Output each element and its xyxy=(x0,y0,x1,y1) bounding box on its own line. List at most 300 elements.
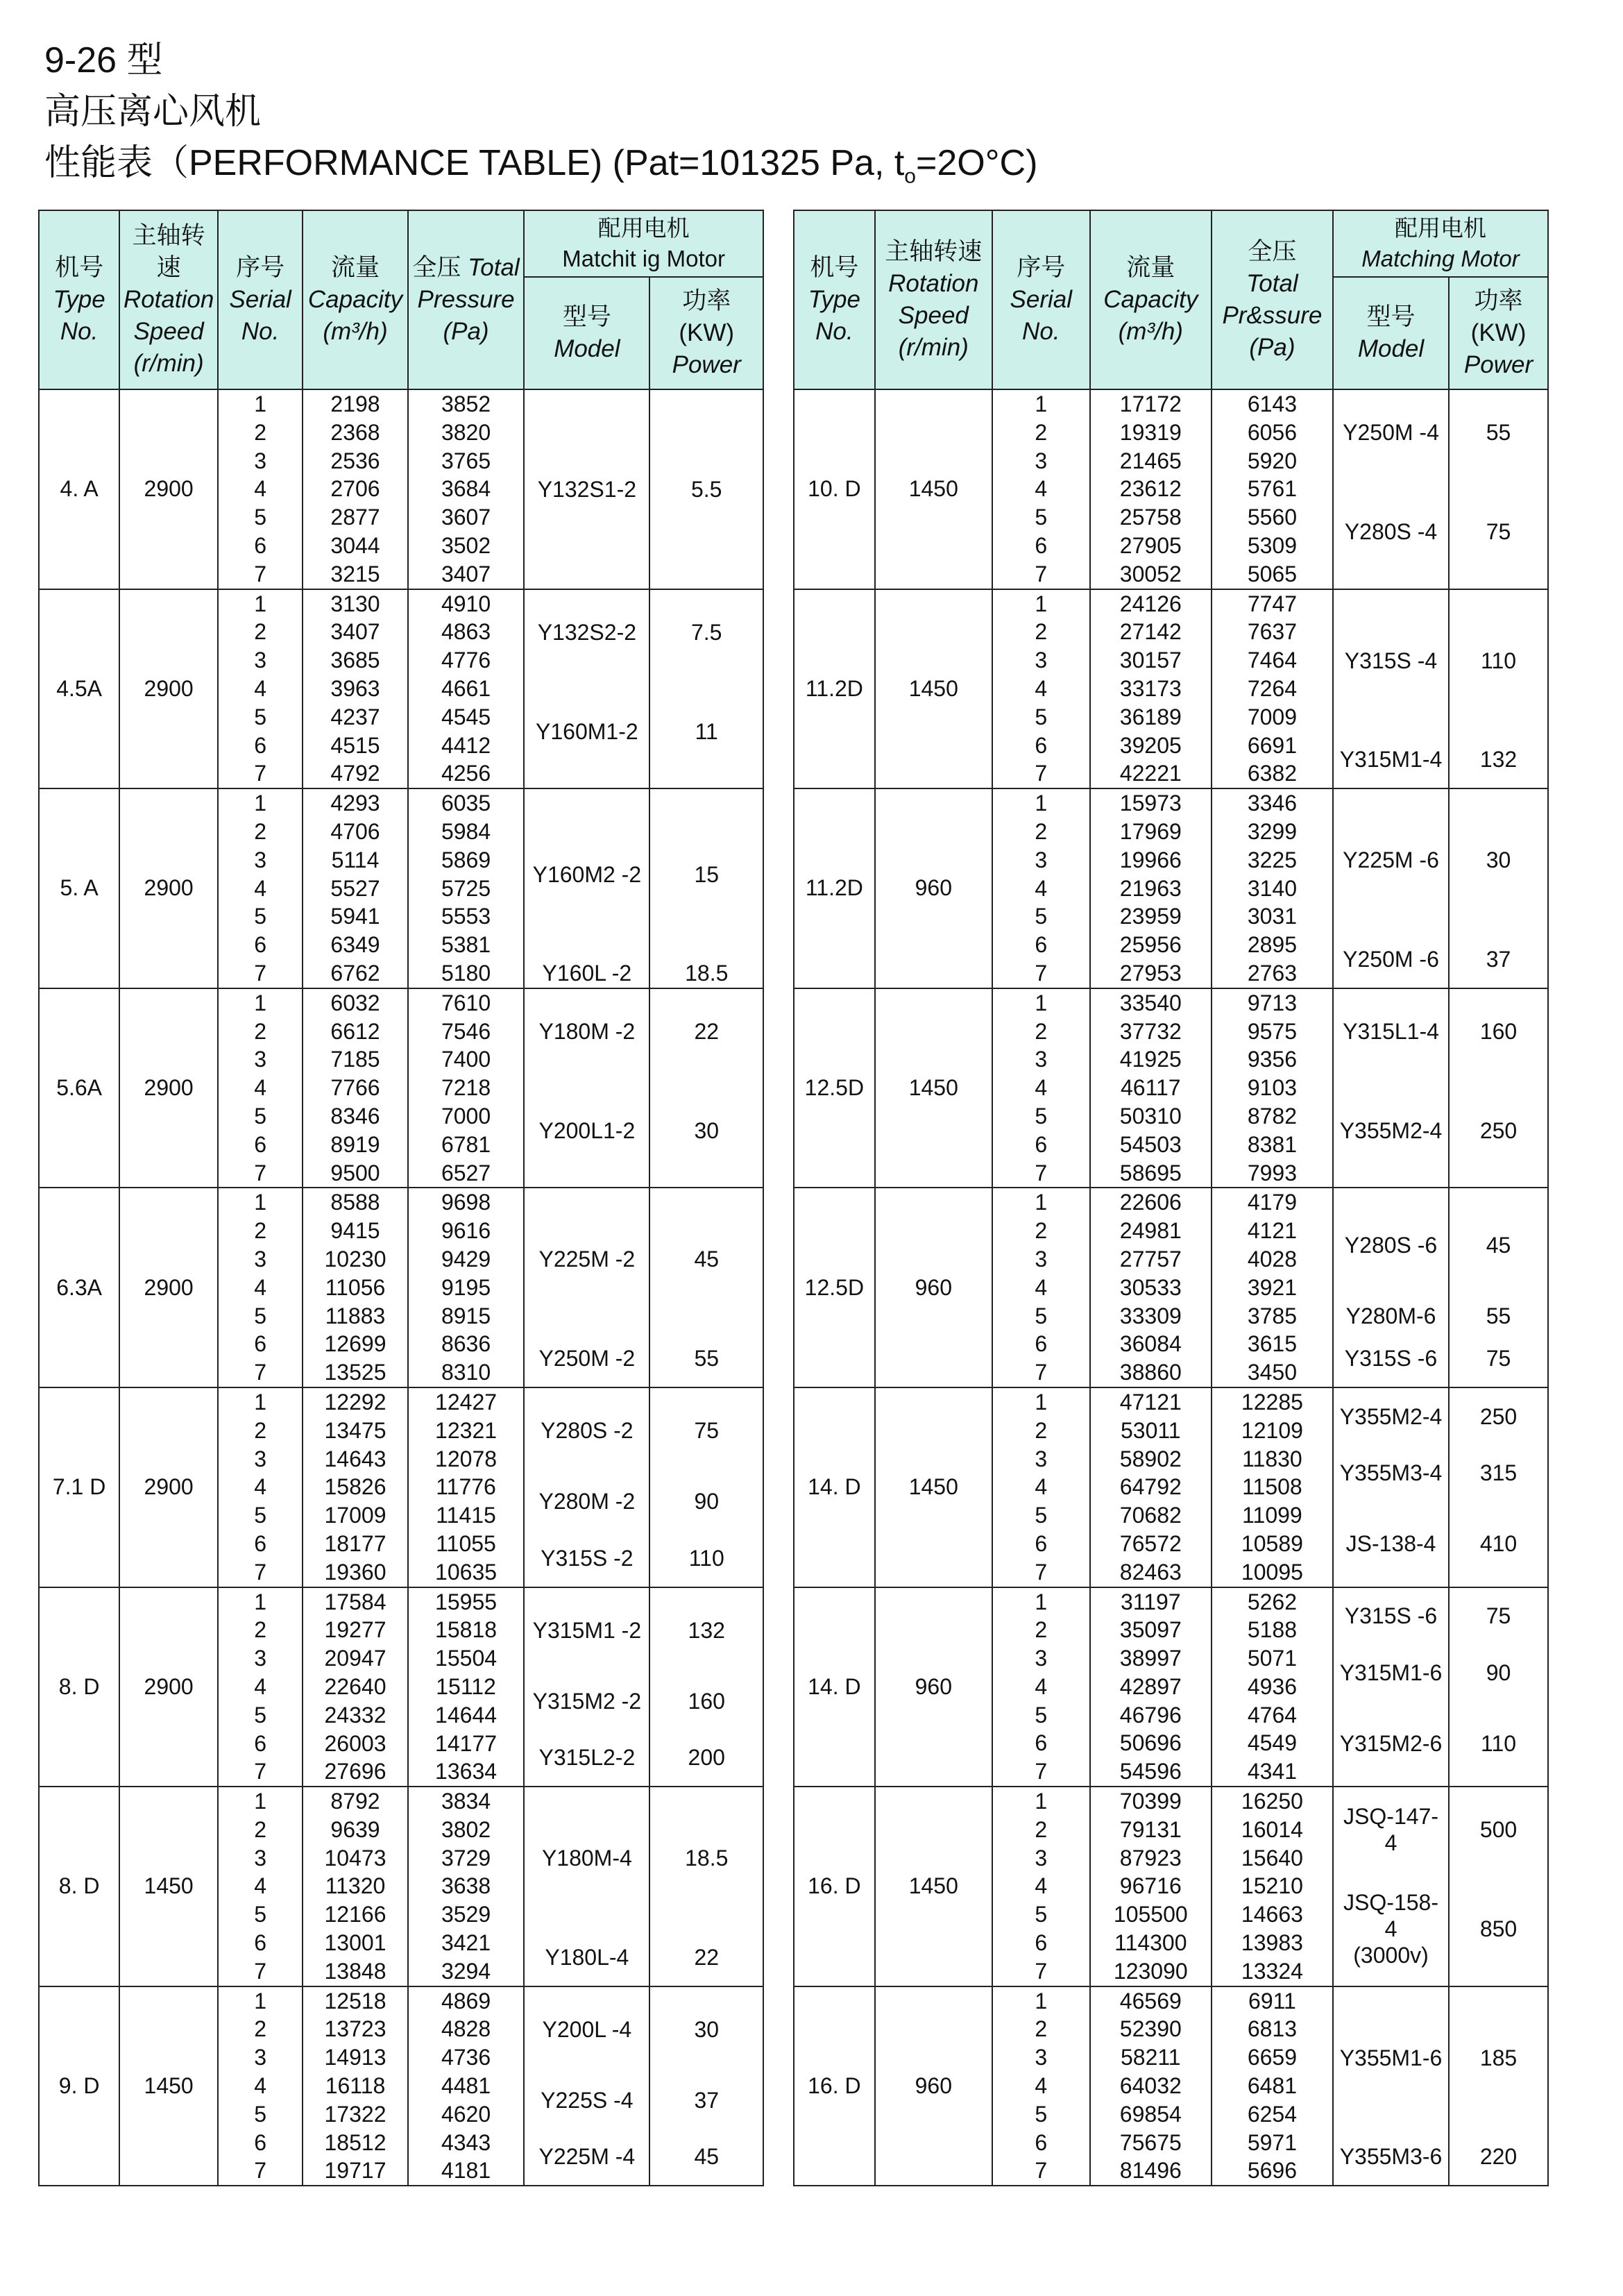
serial-cell-value: 6 xyxy=(254,1730,266,1756)
capacity-cell-value: 21963 xyxy=(1119,875,1182,901)
capacity-cell-value: 3044 xyxy=(330,532,380,558)
col-type-header: 机号 Type No. xyxy=(39,210,119,389)
pressure-cell-value: 3834 xyxy=(441,1789,491,1814)
capacity-cell-value: 12699 xyxy=(324,1331,386,1357)
pressure-cell-value: 12321 xyxy=(435,1417,498,1443)
capacity-cell-value: 53011 xyxy=(1120,1417,1181,1443)
pressure-cell xyxy=(1212,1986,1333,2186)
col-serial-header: 序号 Serial No. xyxy=(992,210,1090,389)
motor-model-cell-entry: Y132S1-2 xyxy=(537,476,637,502)
motor-model-cell-entry: Y315M1-4 xyxy=(1339,747,1443,773)
serial-cell-value: 4 xyxy=(254,476,266,502)
serial-cell xyxy=(992,389,1090,589)
motor-model-cell-entry: JSQ-147- 4 xyxy=(1343,1804,1438,1856)
serial-cell-value: 5 xyxy=(1035,1303,1048,1328)
serial-cell-value: 4 xyxy=(1035,1873,1048,1899)
serial-cell-value: 1 xyxy=(1035,791,1048,816)
motor-power-cell xyxy=(1449,589,1548,789)
motor-power-cell-entry: 45 xyxy=(694,1247,720,1272)
pressure-cell-value: 4736 xyxy=(441,2045,491,2070)
pressure-cell-value: 2895 xyxy=(1247,932,1298,958)
table-title xyxy=(44,137,1293,202)
motor-model-cell-entry: Y280S -4 xyxy=(1344,518,1438,544)
motor-model-cell-entry: Y225M -4 xyxy=(538,2144,636,2170)
capacity-cell-value: 54503 xyxy=(1119,1131,1182,1157)
serial-cell xyxy=(218,1188,303,1387)
capacity-cell-value: 2536 xyxy=(330,448,380,473)
serial-cell-value: 7 xyxy=(254,1559,266,1585)
pressure-cell-value: 3684 xyxy=(441,476,491,502)
motor-power-cell-entry: 75 xyxy=(1486,1603,1511,1629)
capacity-cell-value: 2198 xyxy=(330,391,380,416)
fan-type-cell: 16. D xyxy=(794,1787,875,1986)
capacity-cell-value: 38997 xyxy=(1119,1646,1182,1671)
pressure-cell-value: 9356 xyxy=(1247,1047,1298,1072)
col-capacity-header: 流量 Capacity (m³/h) xyxy=(1090,210,1212,389)
pressure-cell xyxy=(408,1387,524,1587)
motor-model-cell xyxy=(1333,1387,1449,1587)
serial-cell xyxy=(992,788,1090,988)
serial-cell xyxy=(992,1387,1090,1587)
table-row xyxy=(39,788,763,988)
performance-table-right xyxy=(793,210,1549,2186)
capacity-cell-value: 36084 xyxy=(1119,1331,1182,1357)
pressure-cell-value: 3407 xyxy=(441,561,491,586)
serial-cell-value: 3 xyxy=(254,1446,266,1471)
pressure-cell-value: 6527 xyxy=(441,1160,491,1185)
motor-power-cell xyxy=(1449,1387,1548,1587)
capacity-cell-value: 27696 xyxy=(324,1759,386,1784)
pressure-cell-value: 5560 xyxy=(1247,505,1298,530)
serial-cell xyxy=(218,389,303,589)
speed-cell: 960 xyxy=(875,788,992,988)
motor-model-cell-entry: Y132S2-2 xyxy=(537,619,637,645)
motor-model-cell-entry: Y315S -6 xyxy=(1344,1346,1438,1371)
motor-power-cell-entry: 220 xyxy=(1479,2144,1518,2170)
capacity-cell-value: 33173 xyxy=(1119,675,1182,701)
pressure-cell-value: 3502 xyxy=(441,532,491,558)
serial-cell-value: 5 xyxy=(254,1303,266,1328)
serial-cell xyxy=(218,1986,303,2186)
pressure-cell-value: 3615 xyxy=(1247,1331,1298,1357)
col-speed-header: 主轴转速 Rotation Speed (r/min) xyxy=(119,210,218,389)
motor-power-cell-entry: 55 xyxy=(1486,420,1511,446)
fan-type-cell: 11.2D xyxy=(794,788,875,988)
motor-model-cell-entry: Y315M2-6 xyxy=(1339,1730,1443,1756)
capacity-cell-value: 31197 xyxy=(1120,1589,1181,1614)
serial-cell xyxy=(218,589,303,789)
motor-power-cell xyxy=(1449,988,1548,1188)
serial-cell-value: 5 xyxy=(254,1103,266,1129)
capacity-cell-value: 4515 xyxy=(330,732,380,758)
serial-cell-value: 3 xyxy=(1035,1047,1048,1072)
pressure-cell-value: 5971 xyxy=(1247,2129,1298,2155)
pressure-cell-value: 8381 xyxy=(1247,1131,1298,1157)
pressure-cell-value: 3729 xyxy=(441,1845,491,1871)
capacity-cell-value: 8919 xyxy=(330,1131,380,1157)
serial-cell-value: 3 xyxy=(254,648,266,673)
motor-power-cell-entry: 45 xyxy=(1486,1232,1511,1258)
fan-type-cell: 8. D xyxy=(39,1787,119,1986)
motor-power-cell-entry: 15 xyxy=(694,861,720,887)
serial-cell-value: 5 xyxy=(1035,2101,1048,2127)
pressure-cell-value: 3225 xyxy=(1247,847,1298,872)
capacity-cell-value: 25758 xyxy=(1119,505,1182,530)
capacity-cell-value: 15826 xyxy=(324,1474,386,1500)
motor-power-cell-entry: 250 xyxy=(1479,1403,1518,1429)
serial-cell-value: 1 xyxy=(254,1389,266,1415)
pressure-cell-value: 7000 xyxy=(441,1103,491,1129)
capacity-cell-value: 11883 xyxy=(325,1303,386,1328)
motor-power-cell-entry: 850 xyxy=(1479,1916,1518,1942)
pressure-cell-value: 5381 xyxy=(441,932,491,958)
capacity-cell-value: 25956 xyxy=(1119,932,1182,958)
capacity-cell-value: 82463 xyxy=(1119,1559,1182,1585)
capacity-cell xyxy=(1090,1986,1212,2186)
motor-model-cell-entry: Y315M1 -2 xyxy=(532,1617,642,1643)
serial-cell xyxy=(992,1986,1090,2186)
pressure-cell-value: 3450 xyxy=(1247,1360,1298,1385)
motor-power-cell-entry: 132 xyxy=(1479,747,1518,773)
motor-power-cell xyxy=(649,1787,763,1986)
motor-model-cell-entry: Y315S -6 xyxy=(1344,1603,1438,1629)
motor-power-cell-entry: 315 xyxy=(1479,1460,1518,1486)
serial-cell-value: 4 xyxy=(254,1075,266,1101)
capacity-cell-value: 8588 xyxy=(330,1190,380,1215)
capacity-cell-value: 27905 xyxy=(1119,532,1182,558)
pressure-cell-value: 5869 xyxy=(441,847,491,872)
capacity-cell-value: 12518 xyxy=(324,1988,386,2014)
pressure-cell-value: 7637 xyxy=(1247,619,1298,645)
serial-cell xyxy=(992,1587,1090,1787)
pressure-cell-value: 13634 xyxy=(435,1759,498,1784)
capacity-cell-value: 17322 xyxy=(324,2101,386,2127)
capacity-cell-value: 13848 xyxy=(324,1958,386,1984)
serial-cell-value: 2 xyxy=(254,1617,266,1643)
col-capacity-header: 流量 Capacity (m³/h) xyxy=(303,210,408,389)
pressure-cell xyxy=(408,389,524,589)
pressure-cell xyxy=(408,788,524,988)
motor-model-cell-entry: Y200L1-2 xyxy=(538,1117,636,1143)
capacity-cell-value: 35097 xyxy=(1119,1617,1182,1643)
capacity-cell-value: 27953 xyxy=(1119,960,1182,986)
pressure-cell-value: 4869 xyxy=(441,1988,491,2014)
pressure-cell xyxy=(408,988,524,1188)
speed-cell: 1450 xyxy=(875,1787,992,1986)
serial-cell-value: 2 xyxy=(1035,1816,1048,1842)
capacity-cell xyxy=(303,589,408,789)
pressure-cell-value: 4661 xyxy=(441,675,491,701)
serial-cell-value: 4 xyxy=(254,675,266,701)
capacity-cell-value: 13475 xyxy=(324,1417,386,1443)
pressure-cell-value: 15640 xyxy=(1241,1845,1303,1871)
motor-power-cell-entry: 410 xyxy=(1479,1531,1518,1557)
capacity-cell-value: 81496 xyxy=(1119,2158,1182,2184)
capacity-cell-value: 87923 xyxy=(1119,1845,1182,1871)
table-row xyxy=(39,1387,763,1587)
capacity-cell-value: 9500 xyxy=(330,1160,380,1185)
fan-type-cell: 9. D xyxy=(39,1986,119,2186)
speed-cell: 960 xyxy=(875,1986,992,2186)
capacity-cell-value: 105500 xyxy=(1113,1902,1188,1927)
capacity-cell xyxy=(303,1587,408,1787)
table-row xyxy=(794,589,1548,789)
capacity-cell-value: 19319 xyxy=(1119,419,1182,445)
pressure-cell xyxy=(1212,389,1333,589)
pressure-cell-value: 4343 xyxy=(441,2129,491,2155)
pressure-cell-value: 4910 xyxy=(441,591,491,616)
pressure-cell-value: 9616 xyxy=(441,1218,491,1244)
capacity-cell-value: 11056 xyxy=(325,1274,386,1300)
motor-power-cell xyxy=(649,1587,763,1787)
pressure-cell-value: 3852 xyxy=(441,391,491,416)
speed-cell: 1450 xyxy=(875,389,992,589)
pressure-cell-value: 9575 xyxy=(1247,1018,1298,1044)
motor-model-cell-entry: Y280M -2 xyxy=(538,1489,636,1514)
speed-cell: 1450 xyxy=(119,1787,218,1986)
pressure-cell-value: 12427 xyxy=(435,1389,498,1415)
serial-cell-value: 2 xyxy=(254,2016,266,2042)
serial-cell-value: 6 xyxy=(254,732,266,758)
serial-cell-value: 6 xyxy=(1035,1930,1048,1956)
pressure-cell-value: 4179 xyxy=(1247,1190,1298,1215)
pressure-cell-value: 3765 xyxy=(441,448,491,473)
capacity-cell-value: 52390 xyxy=(1119,2016,1182,2042)
pressure-cell-value: 4776 xyxy=(441,648,491,673)
motor-model-cell-entry: Y280S -2 xyxy=(541,1418,634,1444)
motor-power-cell xyxy=(649,988,763,1188)
serial-cell-value: 7 xyxy=(1035,1958,1048,1984)
pressure-cell-value: 12078 xyxy=(435,1446,498,1471)
capacity-cell-value: 24126 xyxy=(1119,591,1182,616)
fan-type-cell: 7.1 D xyxy=(39,1387,119,1587)
pressure-cell xyxy=(408,589,524,789)
capacity-cell-value: 70399 xyxy=(1119,1789,1182,1814)
col-motor-header: 配用电机 Matchit ig Motor xyxy=(524,210,763,277)
table-row xyxy=(39,389,763,589)
serial-cell-value: 1 xyxy=(254,1789,266,1814)
serial-cell xyxy=(218,1787,303,1986)
pressure-cell-value: 11099 xyxy=(1242,1503,1302,1528)
pressure-cell-value: 5696 xyxy=(1247,2158,1298,2184)
serial-cell-value: 1 xyxy=(1035,1190,1048,1215)
pressure-cell-value: 11508 xyxy=(1242,1474,1302,1500)
fan-type-cell: 11.2D xyxy=(794,589,875,789)
motor-power-cell-entry: 30 xyxy=(1486,847,1511,873)
pressure-cell-value: 10095 xyxy=(1241,1559,1303,1585)
capacity-cell xyxy=(1090,589,1212,789)
serial-cell-value: 5 xyxy=(1035,1103,1048,1129)
serial-cell-value: 7 xyxy=(254,761,266,786)
capacity-cell-value: 13525 xyxy=(324,1360,386,1385)
speed-cell: 960 xyxy=(875,1587,992,1787)
motor-power-cell xyxy=(1449,389,1548,589)
motor-model-cell xyxy=(524,788,649,988)
pressure-cell-value: 7400 xyxy=(441,1047,491,1072)
serial-cell-value: 6 xyxy=(254,1930,266,1956)
capacity-cell-value: 5941 xyxy=(330,904,380,929)
motor-model-cell-entry: Y355M1-6 xyxy=(1339,2045,1443,2070)
serial-cell-value: 2 xyxy=(1035,619,1048,645)
capacity-cell-value: 24981 xyxy=(1119,1218,1182,1244)
serial-cell-value: 2 xyxy=(254,1417,266,1443)
capacity-cell-value: 20947 xyxy=(324,1646,386,1671)
serial-cell-value: 5 xyxy=(1035,1503,1048,1528)
serial-cell-value: 7 xyxy=(1035,561,1048,586)
motor-power-cell xyxy=(649,1387,763,1587)
motor-power-cell-entry: 11 xyxy=(695,718,718,744)
capacity-cell-value: 79131 xyxy=(1119,1816,1182,1842)
pressure-cell-value: 7264 xyxy=(1247,675,1298,701)
motor-model-cell-entry: JSQ-158- 4 (3000v) xyxy=(1343,1890,1438,1968)
capacity-cell xyxy=(303,1787,408,1986)
motor-power-cell-entry: 5.5 xyxy=(690,476,722,502)
serial-cell-value: 3 xyxy=(1035,448,1048,473)
pressure-cell-value: 6911 xyxy=(1248,1988,1296,2014)
speed-cell: 2900 xyxy=(119,389,218,589)
pressure-cell-value: 5065 xyxy=(1247,561,1298,586)
pressure-cell-value: 7546 xyxy=(441,1018,491,1044)
fan-type-cell: 16. D xyxy=(794,1986,875,2186)
motor-model-cell xyxy=(1333,1188,1449,1387)
serial-cell-value: 3 xyxy=(254,1646,266,1671)
capacity-cell-value: 2706 xyxy=(330,476,380,502)
capacity-cell-value: 17009 xyxy=(324,1503,386,1528)
speed-cell: 2900 xyxy=(119,788,218,988)
motor-model-cell-entry: Y315S -4 xyxy=(1344,648,1438,673)
pressure-cell-value: 4863 xyxy=(441,619,491,645)
pressure-cell-value: 3031 xyxy=(1247,904,1298,929)
capacity-cell xyxy=(303,1387,408,1587)
capacity-cell-value: 6612 xyxy=(330,1018,380,1044)
motor-power-cell-entry: 250 xyxy=(1479,1117,1518,1143)
motor-power-cell-entry: 75 xyxy=(1486,518,1511,544)
motor-power-cell-entry: 110 xyxy=(688,1545,724,1571)
capacity-cell-value: 8792 xyxy=(330,1789,380,1814)
serial-cell-value: 5 xyxy=(1035,505,1048,530)
capacity-cell-value: 5527 xyxy=(330,875,380,901)
capacity-cell-value: 17172 xyxy=(1119,391,1182,416)
serial-cell-value: 6 xyxy=(1035,2129,1048,2155)
speed-cell: 1450 xyxy=(119,1986,218,2186)
motor-model-cell xyxy=(524,389,649,589)
pressure-cell-value: 6481 xyxy=(1247,2073,1298,2099)
serial-cell-value: 1 xyxy=(254,791,266,816)
pressure-cell-value: 15955 xyxy=(435,1589,498,1614)
serial-cell-value: 2 xyxy=(1035,1617,1048,1643)
motor-model-cell-entry: Y315M2 -2 xyxy=(532,1688,642,1714)
col-power-header: 功率 (KW) Power xyxy=(649,277,763,389)
pressure-cell-value: 4121 xyxy=(1247,1218,1298,1244)
col-type-header: 机号 Type No. xyxy=(794,210,875,389)
motor-power-cell xyxy=(649,389,763,589)
pressure-cell-value: 9698 xyxy=(441,1190,491,1215)
motor-power-cell xyxy=(1449,1787,1548,1986)
serial-cell-value: 6 xyxy=(254,932,266,958)
capacity-cell-value: 58902 xyxy=(1119,1446,1182,1471)
capacity-cell-value: 10230 xyxy=(324,1246,386,1272)
serial-cell-value: 2 xyxy=(254,1816,266,1842)
pressure-cell-value: 5309 xyxy=(1247,532,1298,558)
capacity-cell-value: 50696 xyxy=(1119,1730,1182,1756)
motor-power-cell-entry: 200 xyxy=(688,1745,725,1771)
motor-model-cell xyxy=(1333,788,1449,988)
document-header xyxy=(44,35,1293,202)
pressure-cell-value: 6035 xyxy=(441,791,491,816)
pressure-cell-value: 6143 xyxy=(1247,391,1298,416)
capacity-cell xyxy=(1090,1587,1212,1787)
serial-cell-value: 1 xyxy=(254,990,266,1015)
serial-cell-value: 6 xyxy=(1035,1530,1048,1556)
pressure-cell-value: 11415 xyxy=(436,1503,496,1528)
capacity-cell xyxy=(303,389,408,589)
table-row xyxy=(39,1787,763,1986)
col-power-header: 功率 (KW) Power xyxy=(1449,277,1548,389)
pressure-cell-value: 14177 xyxy=(435,1730,498,1756)
serial-cell-value: 5 xyxy=(254,704,266,729)
pressure-cell-value: 5188 xyxy=(1247,1617,1298,1643)
pressure-cell-value: 4936 xyxy=(1247,1673,1298,1699)
serial-cell xyxy=(992,589,1090,789)
speed-cell: 2900 xyxy=(119,589,218,789)
serial-cell-value: 1 xyxy=(254,1190,266,1215)
capacity-cell-value: 123090 xyxy=(1113,1958,1188,1984)
pressure-cell-value: 5553 xyxy=(441,904,491,929)
capacity-cell-value: 6349 xyxy=(330,932,380,958)
motor-model-cell-entry: Y355M2-4 xyxy=(1339,1117,1443,1143)
table-row xyxy=(794,988,1548,1188)
serial-cell-value: 4 xyxy=(1035,875,1048,901)
serial-cell-value: 7 xyxy=(1035,761,1048,786)
motor-model-cell xyxy=(524,1188,649,1387)
motor-power-cell-entry: 22 xyxy=(694,1944,720,1970)
serial-cell-value: 1 xyxy=(1035,1988,1048,2014)
pressure-cell-value: 4412 xyxy=(441,732,491,758)
capacity-cell-value: 4792 xyxy=(330,761,380,786)
capacity-cell-value: 22606 xyxy=(1119,1190,1182,1215)
pressure-cell-value: 15818 xyxy=(435,1617,498,1643)
condition-pre: (Pat=101325 Pa, t xyxy=(612,143,905,183)
capacity-cell-value: 41925 xyxy=(1119,1047,1182,1072)
pressure-cell-value: 6254 xyxy=(1247,2101,1298,2127)
col-pressure-header: 全压 Total Pressure (Pa) xyxy=(408,210,524,389)
motor-model-cell xyxy=(1333,988,1449,1188)
pressure-cell-value: 4256 xyxy=(441,761,491,786)
capacity-cell xyxy=(1090,1387,1212,1587)
pressure-cell-value: 3802 xyxy=(441,1816,491,1842)
fan-type-cell: 14. D xyxy=(794,1387,875,1587)
serial-cell-value: 7 xyxy=(254,561,266,586)
capacity-cell-value: 3130 xyxy=(330,591,380,616)
capacity-cell-value: 12292 xyxy=(324,1389,386,1415)
fan-type-cell: 10. D xyxy=(794,389,875,589)
motor-model-cell-entry: Y355M2-4 xyxy=(1339,1403,1443,1429)
pressure-cell-value: 2763 xyxy=(1247,960,1298,986)
capacity-cell-value: 12166 xyxy=(324,1902,386,1927)
pressure-cell-value: 5920 xyxy=(1247,448,1298,473)
capacity-cell xyxy=(1090,389,1212,589)
serial-cell-value: 4 xyxy=(254,2073,266,2099)
serial-cell-value: 4 xyxy=(254,1274,266,1300)
motor-model-cell-entry: Y180L-4 xyxy=(545,1944,629,1970)
pressure-cell-value: 9195 xyxy=(441,1274,491,1300)
capacity-cell-value: 6762 xyxy=(330,960,380,986)
capacity-cell-value: 58695 xyxy=(1119,1160,1182,1185)
pressure-cell-value: 4481 xyxy=(441,2073,491,2099)
motor-model-cell xyxy=(524,1587,649,1787)
serial-cell-value: 7 xyxy=(1035,1160,1048,1185)
capacity-cell-value: 114300 xyxy=(1114,1930,1187,1956)
